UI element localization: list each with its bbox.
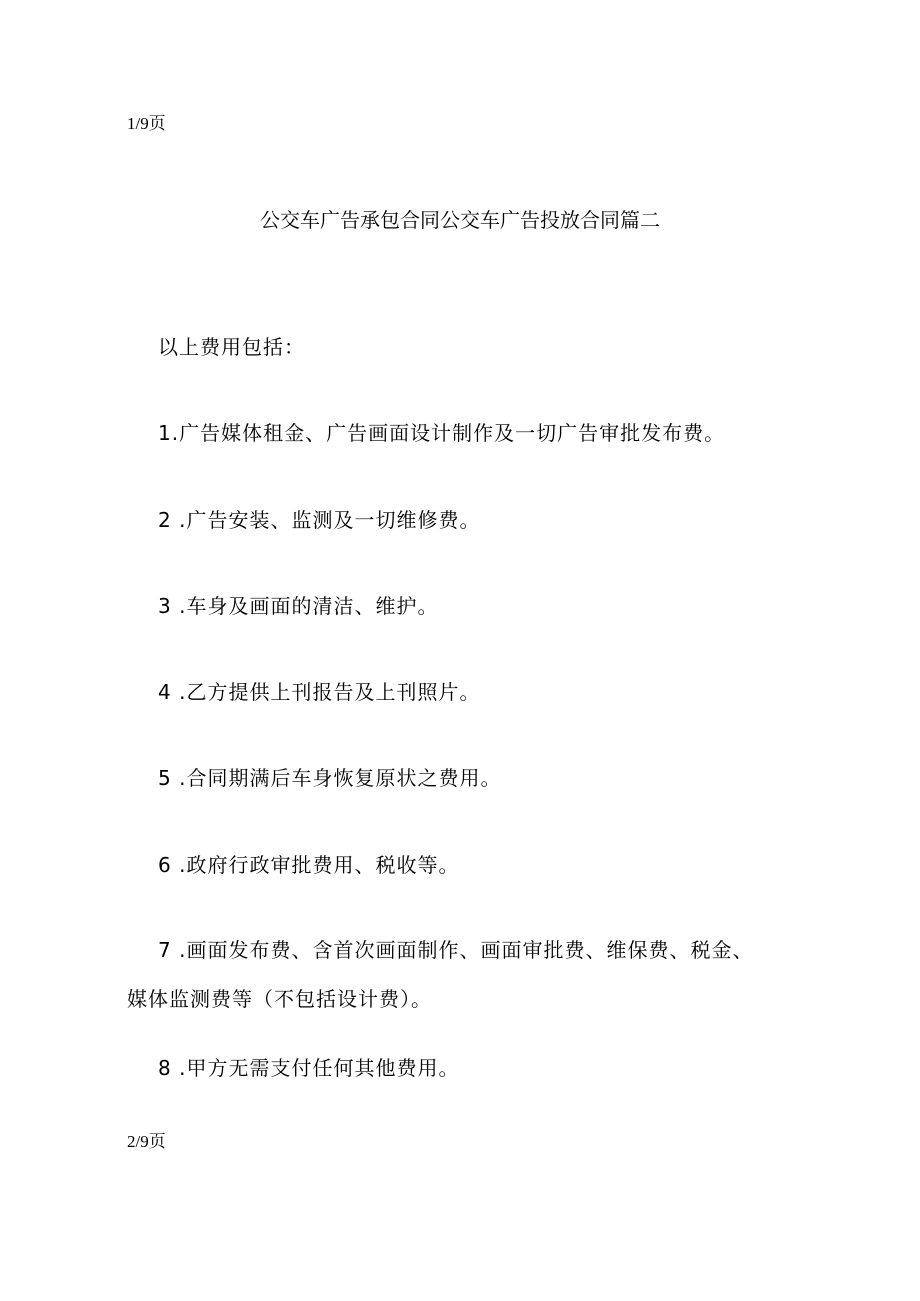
page-number-top: 1/9页 bbox=[127, 114, 166, 133]
list-item: 4 .乙方提供上刊报告及上刊照片。 bbox=[158, 680, 481, 704]
list-item: 3 .车身及画面的清洁、维护。 bbox=[158, 594, 439, 618]
intro-paragraph: 以上费用包括： bbox=[158, 335, 305, 359]
list-item: 2 .广告安装、监测及一切维修费。 bbox=[158, 508, 481, 532]
page-number-bottom: 2/9页 bbox=[127, 1132, 166, 1151]
list-item: 5 .合同期满后车身恢复原状之费用。 bbox=[158, 766, 502, 790]
list-item-line-continuation: 媒体监测费等（不包括设计费）。 bbox=[127, 987, 432, 1011]
list-item-line: 7 .画面发布费、含首次画面制作、画面审批费、维保费、税金、 bbox=[158, 938, 754, 962]
list-item: 1.广告媒体租金、广告画面设计制作及一切广告审批发布费。 bbox=[158, 421, 726, 445]
list-item: 6 .政府行政审批费用、税收等。 bbox=[158, 853, 460, 877]
list-item-multiline bbox=[127, 926, 807, 1024]
list-item: 8 .甲方无需支付任何其他费用。 bbox=[158, 1056, 460, 1080]
document-title: 公交车广告承包合同公交车广告投放合同篇二 bbox=[260, 208, 660, 232]
